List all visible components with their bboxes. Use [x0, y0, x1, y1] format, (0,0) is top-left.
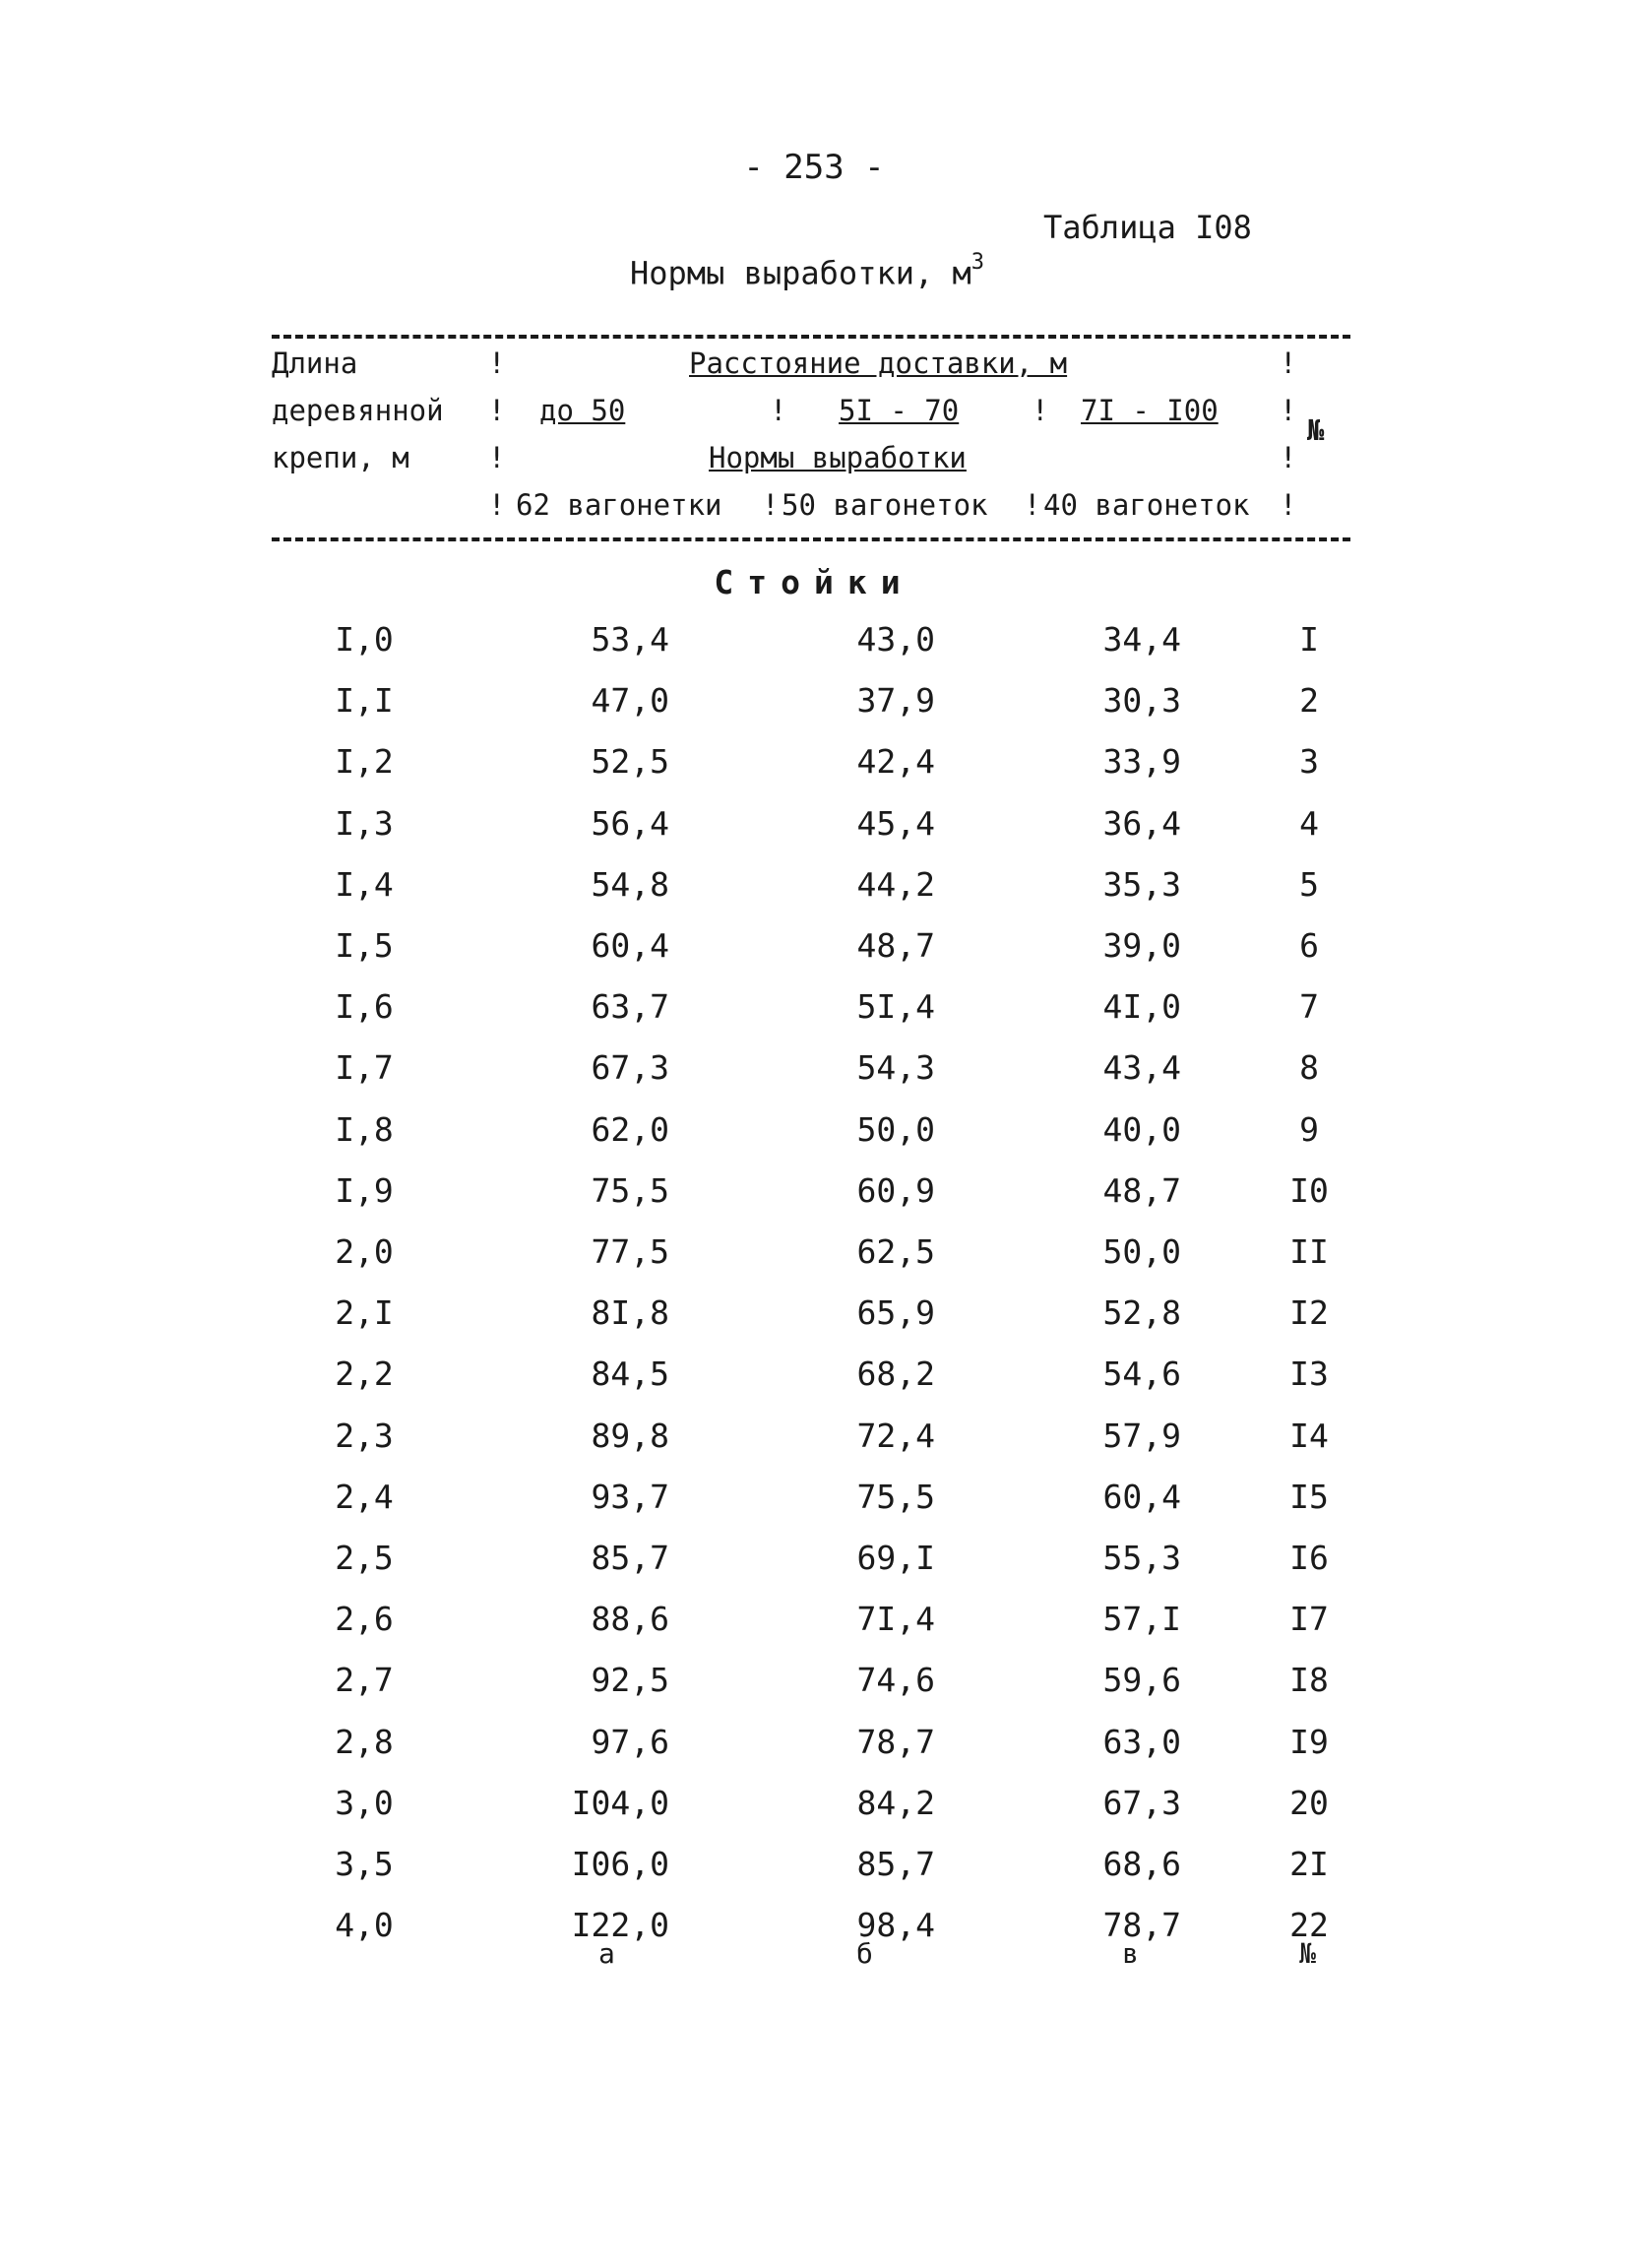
table-row — [0, 987, 1628, 1037]
cell-length: 3,5 — [335, 1845, 394, 1883]
header-separator: ! — [488, 441, 506, 474]
header-separator: ! — [488, 394, 506, 427]
table-row — [0, 1293, 1628, 1343]
cell-row-number: I0 — [1289, 1171, 1329, 1210]
header-length-line-3: крепи, м — [272, 441, 409, 474]
cell-40-carts: 35,3 — [1102, 865, 1181, 904]
cell-length: I,8 — [335, 1110, 394, 1149]
header-separator: ! — [488, 488, 506, 522]
cell-length: I,2 — [335, 742, 394, 781]
cell-40-carts: 52,8 — [1102, 1293, 1181, 1332]
cell-40-carts: 50,0 — [1102, 1232, 1181, 1271]
cell-50-carts: 5I,4 — [856, 987, 935, 1026]
column-letter-c: в — [1122, 1937, 1139, 1970]
table-row — [0, 1171, 1628, 1221]
cell-50-carts: 75,5 — [856, 1478, 935, 1516]
cell-length: 2,8 — [335, 1723, 394, 1761]
header-top-rule — [272, 335, 1350, 339]
cell-row-number: 5 — [1299, 865, 1319, 904]
cell-length: 2,0 — [335, 1232, 394, 1271]
cell-62-carts: I06,0 — [571, 1845, 669, 1883]
header-range-2: 5I - 70 — [839, 394, 960, 427]
cell-row-number: I5 — [1289, 1478, 1329, 1516]
table-row — [0, 1539, 1628, 1588]
header-separator: ! — [1280, 488, 1297, 522]
table-row — [0, 865, 1628, 914]
cell-40-carts: 55,3 — [1102, 1539, 1181, 1577]
header-separator: ! — [1024, 488, 1041, 522]
table-row — [0, 1784, 1628, 1833]
cell-40-carts: 67,3 — [1102, 1784, 1181, 1822]
column-letter-b: б — [856, 1937, 873, 1970]
table-row — [0, 1661, 1628, 1710]
header-carts-3: 40 вагонеток — [1043, 488, 1250, 522]
table-row — [0, 1417, 1628, 1466]
cell-40-carts: 30,3 — [1102, 681, 1181, 720]
cell-62-carts: I04,0 — [571, 1784, 669, 1822]
cell-row-number: 20 — [1289, 1784, 1329, 1822]
cell-row-number: 4 — [1299, 804, 1319, 843]
cell-62-carts: 56,4 — [591, 804, 669, 843]
cell-50-carts: 50,0 — [856, 1110, 935, 1149]
table-row — [0, 620, 1628, 669]
cell-62-carts: I22,0 — [571, 1906, 669, 1944]
cell-40-carts: 43,4 — [1102, 1048, 1181, 1087]
cell-length: I,9 — [335, 1171, 394, 1210]
table-row — [0, 1600, 1628, 1649]
header-length-line-2: деревянной — [272, 394, 444, 427]
header-distance-label: Расстояние доставки, м — [689, 346, 1068, 380]
cell-row-number: I8 — [1289, 1661, 1329, 1699]
table-row — [0, 926, 1628, 976]
header-bottom-rule — [272, 537, 1350, 541]
cell-62-carts: 85,7 — [591, 1539, 669, 1577]
cell-row-number: II — [1289, 1232, 1329, 1271]
table-title — [630, 250, 985, 292]
cell-length: I,I — [335, 681, 394, 720]
cell-50-carts: 7I,4 — [856, 1600, 935, 1638]
cell-50-carts: 69,I — [856, 1539, 935, 1577]
column-letter-a: а — [598, 1937, 615, 1970]
cell-50-carts: 37,9 — [856, 681, 935, 720]
cell-40-carts: 59,6 — [1102, 1661, 1181, 1699]
cell-40-carts: 57,9 — [1102, 1417, 1181, 1455]
table-row — [0, 1906, 1628, 1955]
header-separator: ! — [1280, 346, 1297, 380]
cell-62-carts: 52,5 — [591, 742, 669, 781]
cell-62-carts: 60,4 — [591, 926, 669, 965]
cell-length: I,7 — [335, 1048, 394, 1087]
cell-length: I,4 — [335, 865, 394, 904]
cell-50-carts: 74,6 — [856, 1661, 935, 1699]
cell-50-carts: 84,2 — [856, 1784, 935, 1822]
cell-62-carts: 47,0 — [591, 681, 669, 720]
cell-62-carts: 63,7 — [591, 987, 669, 1026]
cell-50-carts: 45,4 — [856, 804, 935, 843]
title-unit-exponent: 3 — [971, 250, 985, 275]
header-carts-2: 50 вагонеток — [782, 488, 988, 522]
header-separator: ! — [1032, 394, 1049, 427]
cell-length: I,5 — [335, 926, 394, 965]
table-row — [0, 1354, 1628, 1404]
cell-40-carts: 33,9 — [1102, 742, 1181, 781]
cell-40-carts: 68,6 — [1102, 1845, 1181, 1883]
table-row — [0, 681, 1628, 730]
cell-40-carts: 39,0 — [1102, 926, 1181, 965]
cell-length: 2,2 — [335, 1354, 394, 1393]
header-length-line-1: Длина — [272, 346, 358, 380]
cell-40-carts: 57,I — [1102, 1600, 1181, 1638]
cell-row-number: I6 — [1289, 1539, 1329, 1577]
header-separator: ! — [1280, 394, 1297, 427]
cell-50-carts: 98,4 — [856, 1906, 935, 1944]
header-separator: ! — [762, 488, 780, 522]
cell-40-carts: 34,4 — [1102, 620, 1181, 659]
cell-row-number: 2 — [1299, 681, 1319, 720]
cell-row-number: I4 — [1289, 1417, 1329, 1455]
cell-62-carts: 89,8 — [591, 1417, 669, 1455]
header-carts-1: 62 вагонетки — [516, 488, 722, 522]
header-norms-label: Нормы выработки — [709, 441, 967, 474]
table-row — [0, 1845, 1628, 1894]
cell-40-carts: 54,6 — [1102, 1354, 1181, 1393]
cell-row-number: I7 — [1289, 1600, 1329, 1638]
cell-40-carts: 48,7 — [1102, 1171, 1181, 1210]
cell-62-carts: 67,3 — [591, 1048, 669, 1087]
table-row — [0, 742, 1628, 791]
cell-length: I,3 — [335, 804, 394, 843]
cell-length: 2,I — [335, 1293, 394, 1332]
cell-row-number: I2 — [1289, 1293, 1329, 1332]
cell-62-carts: 92,5 — [591, 1661, 669, 1699]
cell-length: I,6 — [335, 987, 394, 1026]
cell-length: 4,0 — [335, 1906, 394, 1944]
cell-50-carts: 65,9 — [856, 1293, 935, 1332]
cell-40-carts: 78,7 — [1102, 1906, 1181, 1944]
cell-62-carts: 8I,8 — [591, 1293, 669, 1332]
cell-row-number: 3 — [1299, 742, 1319, 781]
table-row — [0, 1723, 1628, 1772]
cell-length: 2,4 — [335, 1478, 394, 1516]
cell-row-number: 22 — [1289, 1906, 1329, 1944]
table-row — [0, 1048, 1628, 1098]
table-label: Таблица I08 — [1043, 209, 1252, 246]
cell-40-carts: 36,4 — [1102, 804, 1181, 843]
cell-50-carts: 43,0 — [856, 620, 935, 659]
column-letter-n: № — [1299, 1937, 1316, 1970]
cell-62-carts: 77,5 — [591, 1232, 669, 1271]
header-range-1: до 50 — [539, 394, 626, 427]
cell-62-carts: 53,4 — [591, 620, 669, 659]
cell-62-carts: 62,0 — [591, 1110, 669, 1149]
table-row — [0, 1478, 1628, 1527]
header-separator: ! — [488, 346, 506, 380]
table-row — [0, 1110, 1628, 1160]
cell-50-carts: 42,4 — [856, 742, 935, 781]
cell-40-carts: 63,0 — [1102, 1723, 1181, 1761]
cell-row-number: 8 — [1299, 1048, 1319, 1087]
cell-62-carts: 84,5 — [591, 1354, 669, 1393]
header-separator: ! — [1280, 441, 1297, 474]
cell-50-carts: 62,5 — [856, 1232, 935, 1271]
cell-40-carts: 40,0 — [1102, 1110, 1181, 1149]
cell-row-number: 2I — [1289, 1845, 1329, 1883]
header-number-column: № — [1307, 413, 1325, 447]
cell-length: 2,7 — [335, 1661, 394, 1699]
cell-40-carts: 60,4 — [1102, 1478, 1181, 1516]
header-separator: ! — [770, 394, 787, 427]
cell-length: 2,6 — [335, 1600, 394, 1638]
cell-50-carts: 72,4 — [856, 1417, 935, 1455]
cell-row-number: I9 — [1289, 1723, 1329, 1761]
cell-row-number: 9 — [1299, 1110, 1319, 1149]
cell-50-carts: 85,7 — [856, 1845, 935, 1883]
table-title-text: Нормы выработки, м — [630, 254, 971, 292]
cell-50-carts: 54,3 — [856, 1048, 935, 1087]
table-row — [0, 1232, 1628, 1282]
header-range-3: 7I - I00 — [1081, 394, 1219, 427]
cell-50-carts: 48,7 — [856, 926, 935, 965]
cell-50-carts: 44,2 — [856, 865, 935, 904]
cell-row-number: I — [1299, 620, 1319, 659]
cell-length: 2,3 — [335, 1417, 394, 1455]
cell-length: 3,0 — [335, 1784, 394, 1822]
cell-50-carts: 60,9 — [856, 1171, 935, 1210]
cell-row-number: 6 — [1299, 926, 1319, 965]
cell-row-number: 7 — [1299, 987, 1319, 1026]
section-title: Стойки — [714, 563, 914, 601]
cell-row-number: I3 — [1289, 1354, 1329, 1393]
cell-length: I,0 — [335, 620, 394, 659]
cell-62-carts: 75,5 — [591, 1171, 669, 1210]
table-row — [0, 804, 1628, 853]
cell-length: 2,5 — [335, 1539, 394, 1577]
cell-50-carts: 78,7 — [856, 1723, 935, 1761]
page-number: - 253 - — [743, 148, 885, 187]
cell-62-carts: 93,7 — [591, 1478, 669, 1516]
cell-62-carts: 88,6 — [591, 1600, 669, 1638]
cell-40-carts: 4I,0 — [1102, 987, 1181, 1026]
cell-62-carts: 54,8 — [591, 865, 669, 904]
cell-62-carts: 97,6 — [591, 1723, 669, 1761]
cell-50-carts: 68,2 — [856, 1354, 935, 1393]
